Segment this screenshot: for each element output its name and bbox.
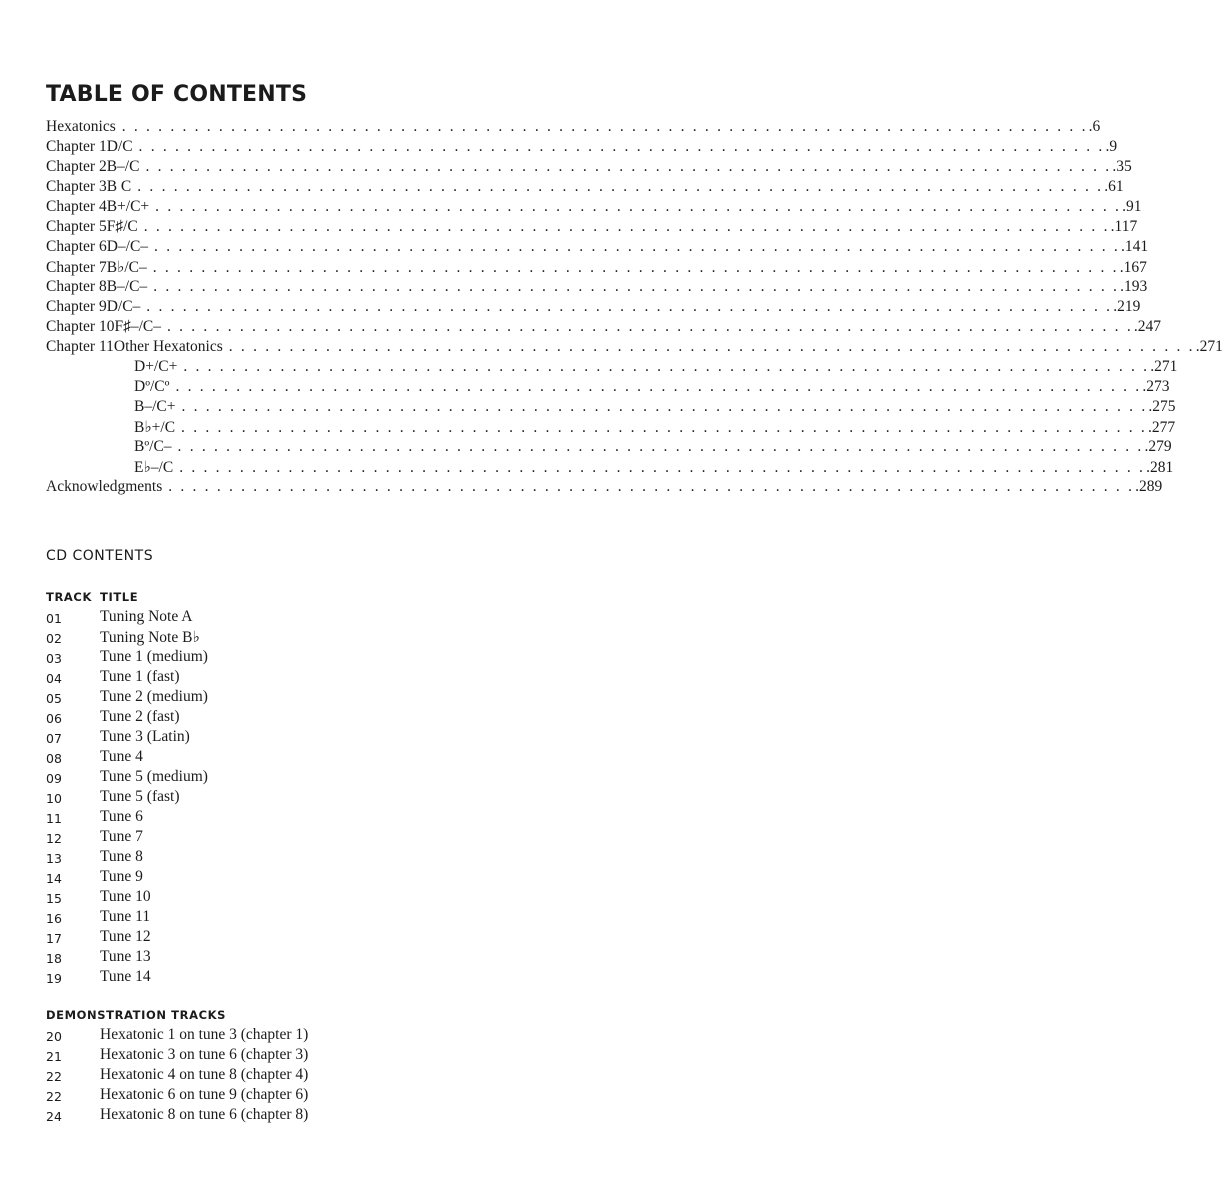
toc-page-number: .289 [1135,478,1163,495]
toc-page-number: .193 [1120,278,1148,295]
toc-entry-key: Bº/C– [134,438,172,455]
track-number: 06 [46,711,62,726]
toc-entry-key: B–/C+ [134,398,176,415]
track-title: Tune 3 (Latin) [100,728,190,745]
toc-entry [134,358,1178,378]
dot-leader: . . . . . . . . . . . . . . . . . . . . . . . . . . . . . . . . . . . . . . . . . . . . . . . . . . . . . . . . . . . . . . . . . . . . . . . . . . . . . . . . [228,338,1195,355]
toc-page-number: .6 [1088,118,1101,135]
toc-page-number: .117 [1110,218,1138,235]
track-title: Hexatonic 4 on tune 8 (chapter 4) [100,1066,309,1083]
toc-page-number: .271 [1195,338,1223,355]
toc-entry-label: Chapter 3 [46,178,107,195]
track-title: Tuning Note A [100,608,193,625]
track-title: Hexatonic 6 on tune 9 (chapter 6) [100,1086,309,1103]
dot-leader: . . . . . . . . . . . . . . . . . . . . . . . . . . . . . . . . . . . . . . . . . . . . . . . . . . . . . . . . . . . . . . . . . . . . . . . . . . . . . . . . [137,178,1104,195]
toc-entry [46,198,1142,218]
track-number: 09 [46,771,62,786]
toc-page-number: .219 [1113,298,1141,315]
track-number: 20 [46,1029,62,1044]
toc-entry-label: Chapter 8 [46,278,107,295]
toc-page-number: .279 [1144,438,1172,455]
track-title: Tune 13 [100,948,151,965]
dot-leader: . . . . . . . . . . . . . . . . . . . . . . . . . . . . . . . . . . . . . . . . . . . . . . . . . . . . . . . . . . . . . . . . . . . . . . . . . . . . . . . . [154,238,1120,255]
toc-title: TABLE OF CONTENTS [46,82,308,107]
toc-page-number: .35 [1112,158,1132,175]
track-title: Tune 2 (fast) [100,708,180,725]
toc-entry-key: B–/C [106,158,140,175]
toc-page-number: .9 [1105,138,1118,155]
toc-entry-key: D/C [106,138,133,155]
toc-entry [46,278,1148,298]
dot-leader: . . . . . . . . . . . . . . . . . . . . . . . . . . . . . . . . . . . . . . . . . . . . . . . . . . . . . . . . . . . . . . . . . . . . . . . . . . . . . . . . [143,218,1110,235]
toc-entry [134,398,1176,418]
track-number: 01 [46,611,62,626]
track-number: 12 [46,831,62,846]
toc-entry-key: D/C– [106,298,141,315]
toc-page-number: .277 [1147,419,1176,436]
toc-entry-label: Chapter 11 [46,338,114,355]
track-number: 07 [46,731,62,746]
toc-entry-key: F♯/C [106,218,138,235]
toc-entry-label: Acknowledgments [46,478,163,495]
dot-leader: . . . . . . . . . . . . . . . . . . . . . . . . . . . . . . . . . . . . . . . . . . . . . . . . . . . . . . . . . . . . . . . . . . . . . . . . . . . . . . . . [145,158,1112,175]
toc-entry-label: Chapter 4 [46,198,107,215]
track-title: Hexatonic 3 on tune 6 (chapter 3) [100,1046,309,1063]
track-title: Tune 11 [100,908,151,925]
toc-entry [46,258,1147,278]
dot-leader: . . . . . . . . . . . . . . . . . . . . . . . . . . . . . . . . . . . . . . . . . . . . . . . . . . . . . . . . . . . . . . . . . . . . . . . . . . . . . . . . [181,398,1148,415]
dot-leader: . . . . . . . . . . . . . . . . . . . . . . . . . . . . . . . . . . . . . . . . . . . . . . . . . . . . . . . . . . . . . . . . . . . . . . . . . . . . . . . . [175,378,1142,395]
track-number: 02 [46,631,62,646]
toc-entry [134,438,1172,458]
track-title: Tune 1 (fast) [100,668,180,685]
toc-entry [134,378,1170,398]
track-title: Tune 4 [100,748,143,765]
track-number: 13 [46,851,62,866]
toc-entry-label: Chapter 5 [46,218,107,235]
toc-page-number: .271 [1150,358,1178,375]
track-number: 16 [46,911,62,926]
toc-entry-label: Hexatonics [46,118,116,135]
track-title: Tune 9 [100,868,143,885]
track-title: Tune 5 (medium) [100,768,208,785]
toc-entry [46,478,1163,498]
track-title: Tune 2 (medium) [100,688,208,705]
track-number: 19 [46,971,62,986]
dot-leader: . . . . . . . . . . . . . . . . . . . . . . . . . . . . . . . . . . . . . . . . . . . . . . . . . . . . . . . . . . . . . . . . . . . . . . . . . . . . . . . . [168,478,1135,495]
toc-entry [46,218,1138,238]
dot-leader: . . . . . . . . . . . . . . . . . . . . . . . . . . . . . . . . . . . . . . . . . . . . . . . . . . . . . . . . . . . . . . . . . . . . . . . . . . . . . . . . [138,138,1105,155]
toc-entry-key: Dº/Cº [134,378,170,395]
track-number: 22 [46,1089,62,1104]
toc-page-number: .141 [1120,238,1149,255]
toc-entry [46,238,1149,258]
toc-page-number: .281 [1146,459,1174,476]
toc-entry [46,178,1124,198]
track-title: Tune 8 [100,848,143,865]
toc-entry-key: B♭/C– [106,259,147,276]
toc-entry-key: F♯–/C– [114,318,161,335]
toc-page-number: .61 [1104,178,1124,195]
track-column-header: TRACK [46,590,92,604]
toc-entry-key: B–/C– [106,278,148,295]
track-number: 15 [46,891,62,906]
track-title: Hexatonic 8 on tune 6 (chapter 8) [100,1106,309,1123]
track-title: Tune 7 [100,828,143,845]
title-column-header: TITLE [100,590,139,604]
track-title: Hexatonic 1 on tune 3 (chapter 1) [100,1026,309,1043]
toc-page-number: .273 [1142,378,1170,395]
toc-entry-label: Chapter 7 [46,259,107,276]
toc-entry-key: B C [106,178,132,195]
dot-leader: . . . . . . . . . . . . . . . . . . . . . . . . . . . . . . . . . . . . . . . . . . . . . . . . . . . . . . . . . . . . . . . . . . . . . . . . . . . . . . . . [146,298,1113,315]
dot-leader: . . . . . . . . . . . . . . . . . . . . . . . . . . . . . . . . . . . . . . . . . . . . . . . . . . . . . . . . . . . . . . . . . . . . . . . . . . . . . . . . [153,278,1120,295]
dot-leader: . . . . . . . . . . . . . . . . . . . . . . . . . . . . . . . . . . . . . . . . . . . . . . . . . . . . . . . . . . . . . . . . . . . . . . . . . . . . . . . . [183,358,1150,375]
track-number: 17 [46,931,62,946]
toc-entry-key: B♭+/C [134,419,176,436]
track-title: Tune 10 [100,888,151,905]
dot-leader: . . . . . . . . . . . . . . . . . . . . . . . . . . . . . . . . . . . . . . . . . . . . . . . . . . . . . . . . . . . . . . . . . . . . . . . . . . . . . . . . [166,318,1133,335]
track-number: 05 [46,691,62,706]
toc-entry-key: D–/C– [106,238,149,255]
track-title: Tune 6 [100,808,143,825]
toc-page-number: .91 [1122,198,1142,215]
track-title: Tune 1 (medium) [100,648,208,665]
track-number: 11 [46,811,62,826]
toc-entry [46,158,1132,178]
track-number: 10 [46,791,62,806]
track-number: 21 [46,1049,62,1064]
toc-entry [134,418,1176,438]
toc-entry-label: Chapter 2 [46,158,107,175]
track-number: 08 [46,751,62,766]
track-title: Tune 5 (fast) [100,788,180,805]
toc-entry-label: Chapter 6 [46,238,107,255]
dot-leader: . . . . . . . . . . . . . . . . . . . . . . . . . . . . . . . . . . . . . . . . . . . . . . . . . . . . . . . . . . . . . . . . . . . . . . . . . . . . . . . . [181,419,1147,436]
cd-contents-title: CD CONTENTS [46,548,154,564]
dot-leader: . . . . . . . . . . . . . . . . . . . . . . . . . . . . . . . . . . . . . . . . . . . . . . . . . . . . . . . . . . . . . . . . . . . . . . . . . . . . . . . . [121,118,1088,135]
toc-entry [46,338,1223,358]
toc-page-number: .275 [1148,398,1176,415]
toc-entry-key: D+/C+ [134,358,178,375]
toc-entry-key: E♭–/C [134,459,174,476]
toc-entry-label: Chapter 9 [46,298,107,315]
demonstration-tracks-title: DEMONSTRATION TRACKS [46,1008,226,1022]
toc-entry-label: Chapter 10 [46,318,115,335]
toc-entry [46,318,1162,338]
track-title: Tune 14 [100,968,151,985]
dot-leader: . . . . . . . . . . . . . . . . . . . . . . . . . . . . . . . . . . . . . . . . . . . . . . . . . . . . . . . . . . . . . . . . . . . . . . . . . . . . . . . . [155,198,1122,215]
track-title: Tune 12 [100,928,151,945]
toc-page-number: .167 [1119,259,1147,276]
toc-entry [46,138,1118,158]
toc-page-number: .247 [1133,318,1162,335]
track-number: 24 [46,1109,62,1124]
toc-entry-key: Other Hexatonics [113,338,223,355]
track-title: Tuning Note B♭ [100,629,200,646]
track-number: 03 [46,651,62,666]
track-number: 18 [46,951,62,966]
dot-leader: . . . . . . . . . . . . . . . . . . . . . . . . . . . . . . . . . . . . . . . . . . . . . . . . . . . . . . . . . . . . . . . . . . . . . . . . . . . . . . . . [177,438,1144,455]
toc-entry [46,118,1101,138]
dot-leader: . . . . . . . . . . . . . . . . . . . . . . . . . . . . . . . . . . . . . . . . . . . . . . . . . . . . . . . . . . . . . . . . . . . . . . . . . . . . . . . . [152,259,1119,276]
track-number: 04 [46,671,62,686]
track-number: 22 [46,1069,62,1084]
toc-entry-key: B+/C+ [106,198,150,215]
toc-entry-label: Chapter 1 [46,138,107,155]
toc-entry [134,458,1174,478]
dot-leader: . . . . . . . . . . . . . . . . . . . . . . . . . . . . . . . . . . . . . . . . . . . . . . . . . . . . . . . . . . . . . . . . . . . . . . . . . . . . . . . . [179,459,1146,476]
toc-entry [46,298,1141,318]
track-number: 14 [46,871,62,886]
